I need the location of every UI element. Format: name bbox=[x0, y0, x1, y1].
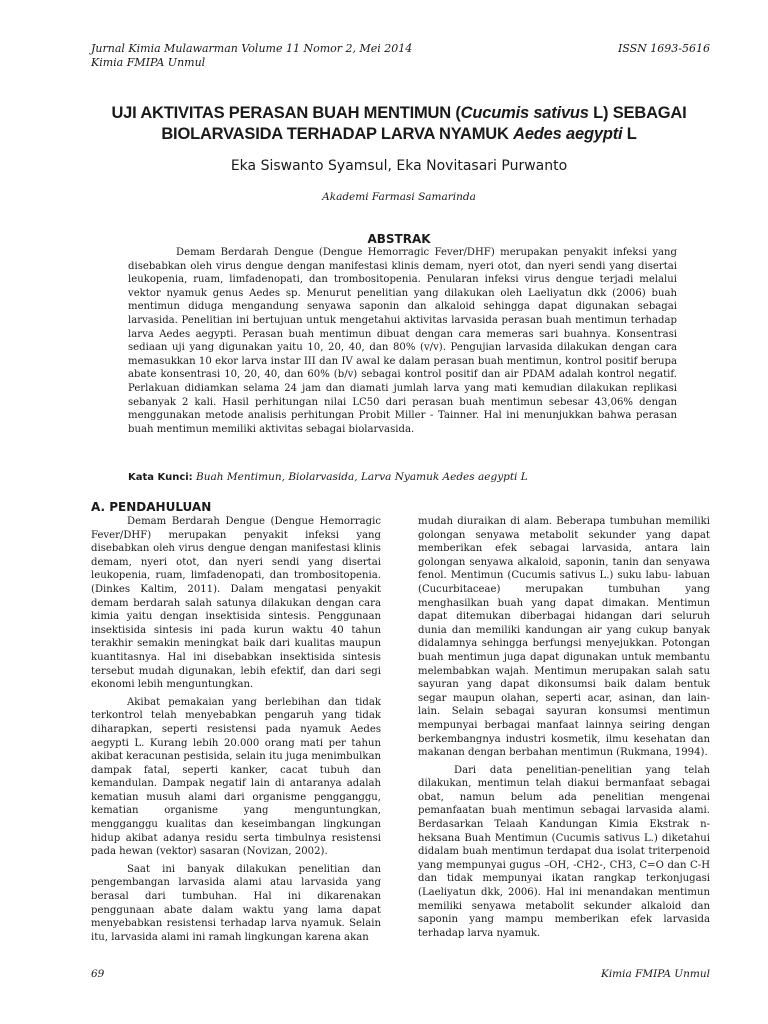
body-paragraph: Demam Berdarah Dengue (Dengue Hemorragic Fever/DHF) merupakan penyakit infeksi yang disebabkan oleh virus dengue dengan manifestasi klinis demam, nyeri otot, dan nyeri sendi yang disertai leukopenia, ruam, limfadenopati, dan trombositopenia. (Dinkes Kaltim, 2011). Dalam mengatasi penyakit demam berdarah salah satunya dilakukan dengan cara kimia yaitu dengan insektisida sintesis. Penggunaan insektisida sintesis ini pada kurun waktu 40 tahun terakhir semakin meningkat baik dari kualitas maupun kuantitasnya. Hal ini disebabkan insektisida sintesis tersebut mudah digunakan, lebih efektif, dan dari segi ekonomi lebih menguntungkan. bbox=[91, 516, 381, 691]
body-paragraph: Saat ini banyak dilakukan penelitian dan pengembangan larvasida alami atau larvasida yang berasal dari tumbuhan. Hal ini dikarenakan penggunaan abate dalam waktu yang lama dapat menyebabkan resistensi terhadap larva nyamuk. Selain itu, larvasida alami ini ramah lingkungan karena akan bbox=[91, 863, 381, 943]
left-column bbox=[91, 515, 381, 948]
body-paragraph: Dari data penelitian-penelitian yang telah dilakukan, mentimun telah diakui bermanfaat sebagai obat, namun belum ada penelitian mengenai pemanfaatan buah mentimun sebagai larvasida alami. Berdasarkan Telaah Kandungan Kimia Ekstrak n-heksana Buah Mentimun (Cucumis sativus L.) diketahui didalam buah mentimun terdapat dua isolat triterpenoid yang mempunyai gugus –OH, -CH2-, CH3, C=O dan C-H dan tidak mempunyai ikatan rangkap terkonjugasi (Laeliyatun dkk, 2006). Hal ini menandakan mentimun memiliki senyawa metabolit sekunder alkaloid dan saponin yang mampu memberikan efek larvasida terhadap larva nyamuk. bbox=[418, 764, 710, 939]
body-paragraph: mudah diuraikan di alam. Beberapa tumbuhan memiliki golongan senyawa metabolit sekunder yang dapat memberikan efek sebagai larvasida, antara lain golongan senyawa alkaloid, saponin, tanin dan senyawa fenol. Mentimun (Cucumis sativus L.) suku labu- labuan (Cucurbitaceae) merupakan tumbuhan yang menghasilkan buah yang dapat dimakan. Mentimun dapat ditemukan diberbagai hidangan dari seluruh dunia dan memiliki kandungan air yang cukup banyak didalamnya sehingga berfungsi menyejukkan. Potongan buah mentimun juga dapat digunakan untuk membantu melembabkan wajah. Mentimun merupakan salah satu sayuran yang dapat dikonsumsi baik dalam bentuk segar maupun olahan, seperti acar, asinan, dan lain- lain. Selain sebagai sayuran konsumsi mentimun mempunyai berbagai manfaat lainnya seiring dengan berkembangnya industri kosmetik, ilmu kesehatan dan makanan dengan berbahan mentimun (Rukmana, 1994). bbox=[418, 516, 710, 759]
author-affiliation: Akademi Farmasi Samarinda bbox=[322, 191, 476, 203]
issn-label: ISSN 1693-5616 bbox=[617, 42, 710, 55]
paper-title: UJI AKTIVITAS PERASAN BUAH MENTIMUN (Cucumis sativus L) SEBAGAI BIOLARVASIDA TERHADAP LARVA NYAMUK Aedes aegypti L bbox=[111, 104, 687, 143]
abstract-heading: ABSTRAK bbox=[367, 232, 431, 246]
keywords-label: Kata Kunci: bbox=[128, 472, 193, 483]
page-number: 69 bbox=[91, 968, 105, 980]
journal-citation: Jurnal Kimia Mulawarman Volume 11 Nomor 2, Mei 2014 bbox=[91, 42, 413, 55]
paper-authors: Eka Siswanto Syamsul, Eka Novitasari Purwanto bbox=[230, 158, 568, 174]
keywords-text: Buah Mentimun, Biolarvasida, Larva Nyamuk Aedes aegypti L bbox=[192, 471, 528, 483]
journal-header bbox=[91, 42, 412, 70]
journal-department: Kimia FMIPA Unmul bbox=[91, 56, 206, 69]
abstract-text: Demam Berdarah Dengue (Dengue Hemorragic Fever/DHF) merupakan penyakit infeksi yang disebabkan oleh virus dengue dengan manifestasi klinis demam, nyeri otot, dan nyeri sendi yang disertai leukopenia, ruam, limfadenopati, dan trombositopenia. Penularan infeksi virus dengue terjadi melalui vektor nyamuk genus Aedes sp. Menurut penelitian yang dilakukan oleh Laeliyatun dkk (2006) buah mentimun diduga mengandung senyawa saponin dan alkaloid sehingga dapat digunakan sebagai larvasida. Penelitian ini bertujuan untuk mengetahui aktivitas larvasida perasan buah mentimun terhadap larva Aedes aegypti. Perasan buah mentimun dibuat dengan cara memeras sari buahnya. Konsentrasi sediaan uji yang digunakan yaitu 10, 20, 40, dan 80% (v/v). Pengujian larvasida dilakukan dengan cara memasukkan 10 ekor larva instar III dan IV awal ke dalam perasan buah mentimun, kontrol positif berupa abate konsentrasi 10, 20, 40, dan 60% (b/v) sebagai kontrol positif dan air PDAM adalah kontrol negatif. Perlakuan didiamkan selama 24 jam dan diamati jumlah larva yang mati kemudian dilakukan replikasi sebanyak 2 kali. Hasil perhitungan nilai LC50 dari perasan buah mentimun sebesar 43,06% dengan menggunakan metode analisis perhitungan Probit Miller - Tainner. Hal ini menunjukkan bahwa perasan buah mentimun memiliki aktivitas sebagai biolarvasida. bbox=[128, 247, 677, 435]
footer-department: Kimia FMIPA Unmul bbox=[600, 968, 710, 980]
keywords-line bbox=[128, 471, 688, 483]
section-heading: A. PENDAHULUAN bbox=[91, 500, 212, 514]
title-species-cucumis: Cucumis sativus bbox=[460, 104, 589, 122]
body-paragraph: Akibat pemakaian yang berlebihan dan tidak terkontrol telah menyebabkan pengaruh yang tidak diharapkan, seperti resistensi pada nyamuk Aedes aegypti L. Kurang lebih 20.000 orang mati per tahun akibat keracunan pestisida, selain itu juga menimbulkan dampak fatal, seperti kanker, cacat tubuh dan kemandulan. Dampak negatif lain di antaranya adalah kematian musuh alami dari organisme pengganggu, kematian organisme yang menguntungkan, mengganggu kualitas dan keseimbangan lingkungan hidup akibat adanya residu serta timbulnya resistensi pada hewan (vektor) sasaran (Novizan, 2002). bbox=[91, 696, 381, 858]
right-column bbox=[418, 515, 710, 944]
title-species-aedes: Aedes aegypti bbox=[513, 125, 623, 143]
